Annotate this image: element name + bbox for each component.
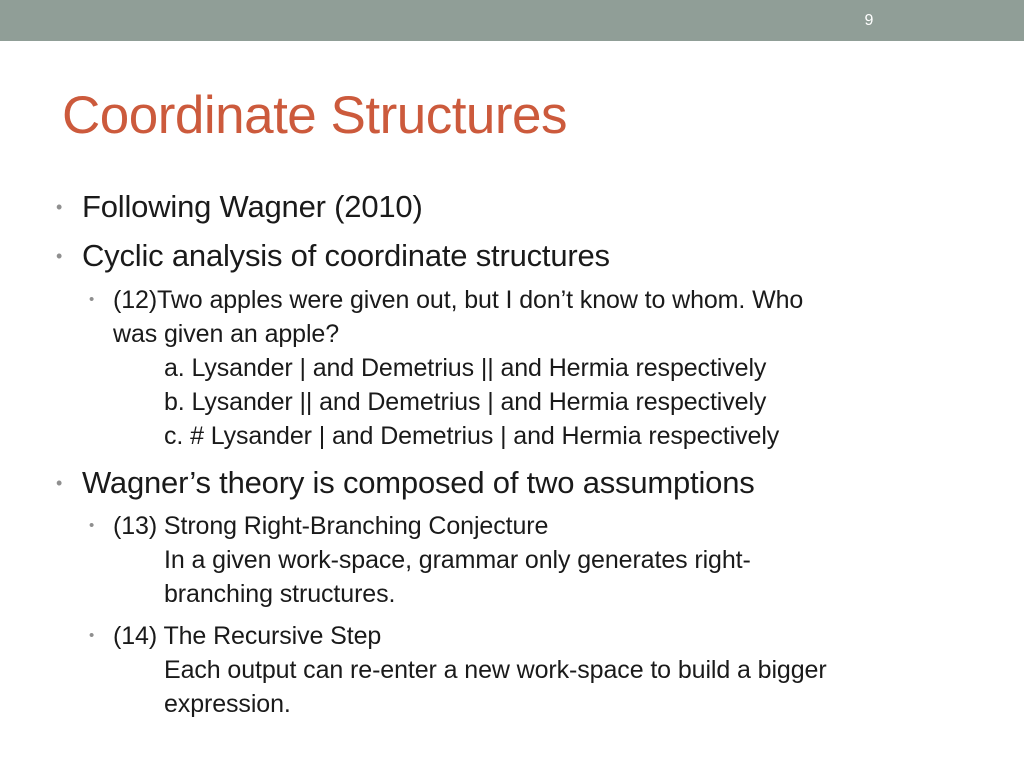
conjecture-13-line: branching structures. (164, 580, 396, 608)
recursive-step-14-heading: (14) The Recursive Step (113, 622, 382, 650)
slide-title: Coordinate Structures (62, 86, 568, 145)
slide-number: 9 (864, 12, 874, 29)
bullet-wagner-theory (56, 465, 755, 501)
example-12-line: (12)Two apples were given out, but I don’t know to whom. Who (113, 286, 804, 314)
bullet-dot-icon: • (56, 473, 63, 493)
bullet-cyclic-analysis (56, 238, 610, 274)
example-12-line: was given an apple? (113, 320, 340, 348)
example-12-option-a: a. Lysander | and Demetrius || and Hermia respectively (164, 354, 767, 382)
conjecture-13-heading: (13) Strong Right-Branching Conjecture (113, 512, 549, 540)
example-12-option-b: b. Lysander || and Demetrius | and Hermia respectively (164, 388, 767, 416)
conjecture-13-line: In a given work-space, grammar only generates right- (164, 546, 751, 574)
sub-bullet-recursive-step-14 (89, 619, 827, 721)
bullet-text: Wagner’s theory is composed of two assumptions (82, 465, 755, 500)
sub-bullet-example-12 (89, 283, 804, 453)
example-12-option-c: c. # Lysander | and Demetrius | and Hermia respectively (164, 422, 780, 450)
bullet-dot-icon: • (89, 291, 95, 308)
recursive-step-14-line: Each output can re-enter a new work-space to build a bigger (164, 656, 827, 684)
bullet-dot-icon: • (56, 197, 63, 217)
sub-bullet-conjecture-13 (89, 509, 751, 611)
bullet-text: Following Wagner (2010) (82, 189, 423, 224)
bullet-dot-icon: • (89, 627, 95, 644)
recursive-step-14-line: expression. (164, 690, 291, 718)
top-bar (0, 0, 1024, 41)
bullet-dot-icon: • (89, 517, 95, 534)
bullet-following-wagner (56, 189, 423, 225)
bullet-text: Cyclic analysis of coordinate structures (82, 238, 610, 273)
bullet-dot-icon: • (56, 246, 63, 266)
